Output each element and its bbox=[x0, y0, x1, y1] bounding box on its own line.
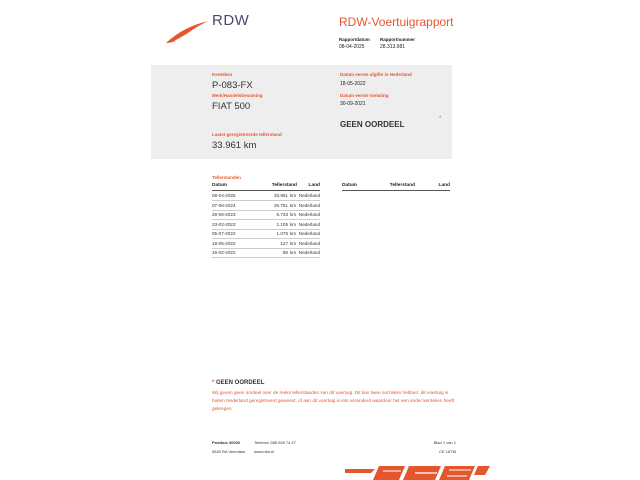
footer-website: www.rdw.nl bbox=[254, 449, 275, 454]
reading-unit: km bbox=[290, 212, 297, 217]
vehicle-summary-band bbox=[151, 65, 452, 159]
verdict-marker: * bbox=[439, 116, 442, 122]
reading-unit: km bbox=[290, 221, 297, 227]
reading-date: 05-07-2022 bbox=[212, 231, 236, 236]
col-country-2: Land bbox=[438, 183, 450, 188]
reading-date: 23-02-2023 bbox=[212, 221, 236, 227]
rdw-logo-icon bbox=[166, 20, 208, 44]
first-admission: 30-09-2021 bbox=[340, 101, 366, 107]
logo-text: RDW bbox=[212, 12, 250, 29]
report-number-label: Rapportnummer bbox=[380, 37, 416, 42]
report-date-label: Rapportdatum bbox=[339, 37, 370, 42]
footer-phone: Telefoon 088 008 74 47 bbox=[254, 440, 296, 445]
table-header-rule-2 bbox=[342, 190, 450, 191]
reading-country: Nederland bbox=[298, 202, 320, 208]
col-country: Land bbox=[308, 183, 320, 188]
reading-country: Nederland bbox=[298, 240, 320, 246]
reading-unit: km bbox=[290, 250, 297, 255]
note-text: Wij geven geen oordeel over de reeks tellerstanden van dit voertuig. Dit kan twee oorzaken hebben: dit voertuig is buiten Nederland geregistreerd geweest, of aan dit voertuig is iets veranderd waardoor het een ander kenteken heeft gekregen. bbox=[212, 390, 455, 411]
odometer-label: Laatst geregistreerde tellerstand bbox=[212, 132, 282, 137]
first-admission-nl: 18-05-2022 bbox=[340, 81, 366, 87]
plate-label: Kenteken bbox=[212, 72, 233, 77]
col-odometer-2: Tellerstand bbox=[389, 183, 415, 188]
reading-country: Nederland bbox=[298, 250, 320, 255]
reading-unit: km bbox=[290, 240, 297, 246]
report-number: 28.313.981 bbox=[380, 44, 406, 50]
table-header-rule bbox=[212, 190, 320, 191]
first-admission-nl-label: Datum eerste afgifte in Nederland bbox=[340, 72, 412, 77]
reading-date: 16-02-2022 bbox=[212, 250, 236, 255]
vehicle-make: FIAT 500 bbox=[212, 101, 251, 112]
note-marker: * bbox=[212, 380, 215, 386]
reading-unit: km bbox=[290, 193, 297, 198]
footer-code: CE 16TM bbox=[439, 449, 456, 454]
footer-page: Blad 1 van 1 bbox=[433, 440, 456, 445]
readings-section-label: Tellerstanden bbox=[212, 175, 241, 180]
footer-city: 9640 RA Veendam bbox=[212, 449, 246, 454]
reading-km: 26.751 bbox=[273, 202, 288, 208]
col-date: Datum bbox=[212, 183, 227, 188]
reading-unit: km bbox=[290, 202, 297, 208]
col-odometer: Tellerstand bbox=[271, 183, 297, 188]
reading-date: 08-04-2025 bbox=[212, 193, 236, 198]
reading-country: Nederland bbox=[298, 193, 320, 198]
reading-km: 1.075 bbox=[276, 231, 288, 236]
report-date: 08-04-2025 bbox=[339, 44, 365, 50]
reading-country: Nederland bbox=[298, 221, 320, 227]
report-title: RDW-Voertuigrapport bbox=[339, 15, 454, 29]
reading-km: 33.961 bbox=[273, 193, 288, 198]
reading-km: 6.733 bbox=[276, 212, 288, 217]
note-title-text: GEEN OORDEEL bbox=[216, 380, 265, 386]
reading-date: 28-06-2023 bbox=[212, 212, 236, 217]
reading-date: 18-05-2022 bbox=[212, 240, 236, 246]
reading-km: 88 bbox=[282, 250, 288, 255]
last-odometer: 33.961 km bbox=[212, 140, 257, 151]
reading-country: Nederland bbox=[298, 212, 320, 217]
note-title bbox=[212, 380, 264, 386]
footer-po-box: Postbus 30000 bbox=[212, 440, 241, 445]
license-plate: P-083-FX bbox=[212, 80, 253, 91]
reading-unit: km bbox=[290, 231, 297, 236]
verdict: GEEN OORDEEL bbox=[340, 120, 405, 129]
col-date-2: Datum bbox=[342, 183, 357, 188]
reading-country: Nederland bbox=[298, 231, 320, 236]
make-label: Merk/Handelsbenaming bbox=[212, 93, 263, 98]
reading-km: 1.105 bbox=[276, 221, 288, 227]
reading-km: 127 bbox=[280, 240, 288, 246]
first-admission-label: Datum eerste toelating bbox=[340, 93, 389, 98]
reading-date: 07-08-2024 bbox=[212, 202, 236, 208]
decorative-stripes bbox=[345, 463, 490, 480]
